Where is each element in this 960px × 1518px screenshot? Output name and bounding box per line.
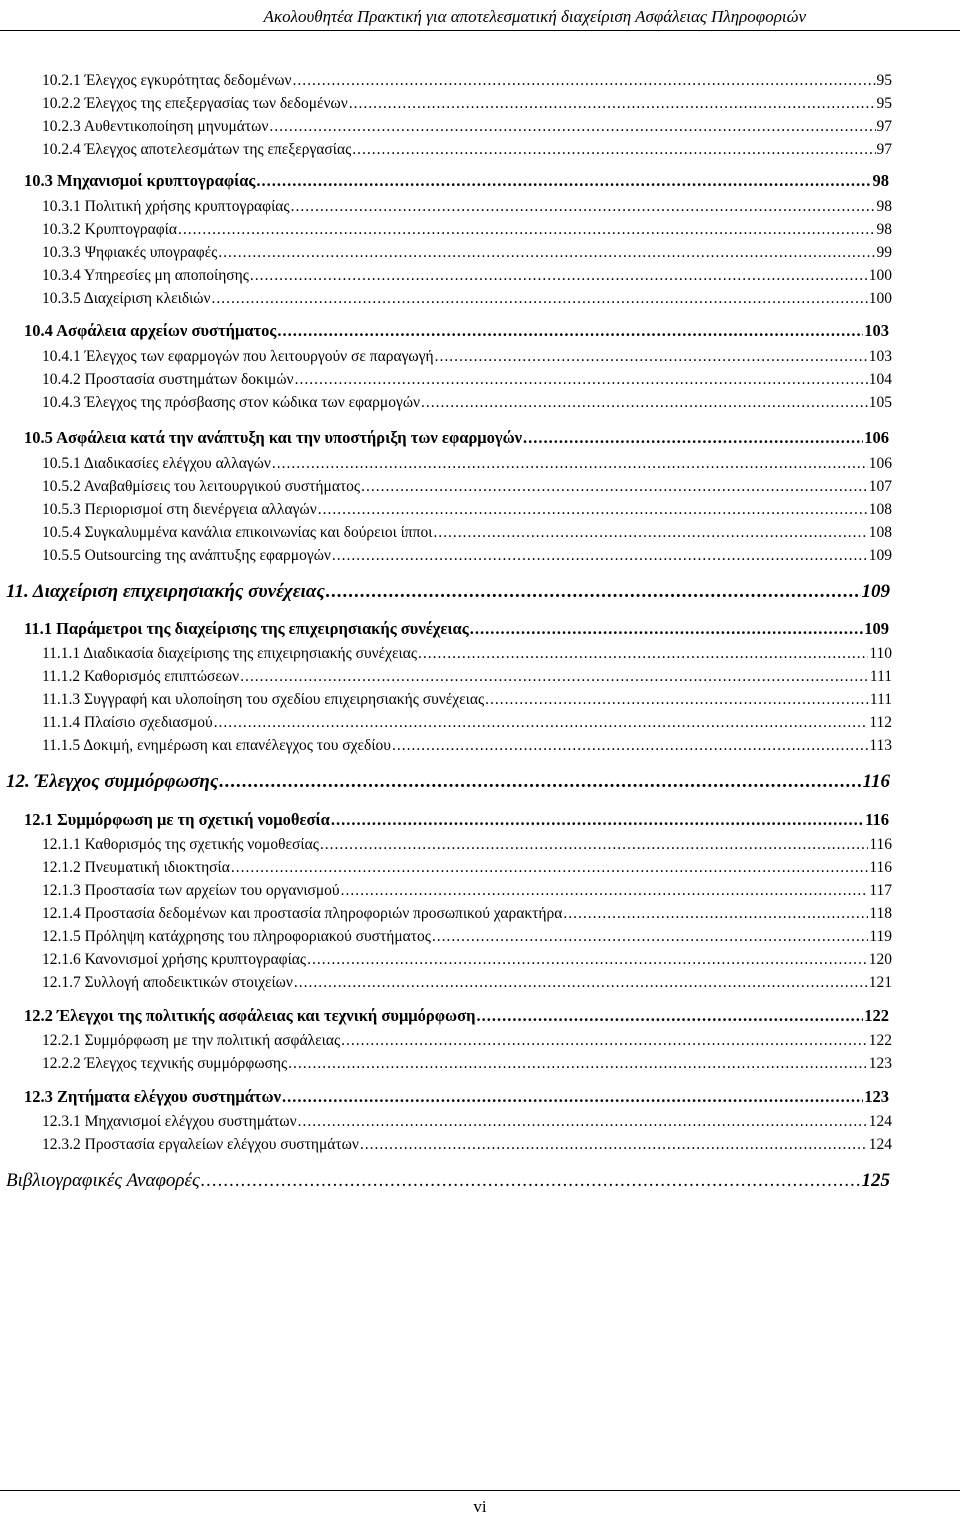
toc-entry-page: 99 xyxy=(876,244,892,261)
toc-entry-page: 103 xyxy=(864,321,889,340)
toc-entry-page: 108 xyxy=(868,524,892,541)
toc-entry[interactable] xyxy=(42,905,892,923)
toc-entry-page: 124 xyxy=(868,1113,892,1130)
toc-entry-title: 10.3.5 Διαχείριση κλειδιών xyxy=(42,290,211,307)
toc-entry-title: 12.3.1 Μηχανισμοί ελέγχου συστημάτων xyxy=(42,1113,297,1130)
toc-entry[interactable] xyxy=(24,429,889,448)
toc-entry-title: 12. Έλεγχος συμμόρφωσης xyxy=(6,771,219,792)
toc-entry-title: 10.3.4 Υπηρεσίες μη αποποίησης xyxy=(42,267,249,284)
dot-leader xyxy=(318,501,868,519)
toc-entry-title: 12.1 Συμμόρφωση με τη σχετική νομοθεσία xyxy=(24,810,330,829)
dot-leader xyxy=(272,455,868,473)
toc-entry[interactable] xyxy=(42,524,892,542)
dot-leader xyxy=(282,1088,863,1107)
toc-entry[interactable] xyxy=(42,501,892,519)
dot-leader xyxy=(476,1007,863,1026)
toc-entry-title: 12.2.1 Συμμόρφωση με την πολιτική ασφάλειας xyxy=(42,1032,341,1049)
toc-entry-page: 109 xyxy=(864,619,889,638)
toc-entry-title: 11.1.5 Δοκιμή, ενημέρωση και επανέλεγχος του σχεδίου xyxy=(42,737,391,754)
toc-entry[interactable] xyxy=(42,141,892,159)
dot-leader xyxy=(292,72,875,90)
toc-entry[interactable] xyxy=(42,714,892,732)
toc-entry[interactable] xyxy=(6,771,890,793)
toc-entry-page: 112 xyxy=(869,714,892,731)
toc-entry-page: 119 xyxy=(869,928,892,945)
toc-entry-title: 12.1.6 Κανονισμοί χρήσης κρυπτογραφίας xyxy=(42,951,307,968)
toc-entry[interactable] xyxy=(6,581,890,603)
dot-leader xyxy=(256,172,871,191)
toc-entry[interactable] xyxy=(42,1032,892,1050)
dot-leader xyxy=(320,836,868,854)
toc-entry-page: 105 xyxy=(868,394,892,411)
toc-entry-title: 11.1 Παράμετροι της διαχείρισης της επιχειρησιακής συνέχειας xyxy=(24,619,469,638)
toc-entry[interactable] xyxy=(42,221,892,239)
toc-entry[interactable] xyxy=(42,737,892,755)
dot-leader xyxy=(277,322,863,341)
toc-entry-title: 12.2.2 Έλεγχος τεχνικής συμμόρφωσης xyxy=(42,1055,288,1072)
toc-entry-page: 123 xyxy=(864,1087,889,1106)
dot-leader xyxy=(331,811,864,830)
dot-leader xyxy=(332,547,868,565)
toc-entry[interactable] xyxy=(24,620,889,639)
toc-entry-title: 10.3.1 Πολιτική χρήσης κρυπτογραφίας xyxy=(42,198,290,215)
toc-entry-page: 98 xyxy=(872,171,889,190)
toc-entry-title: 12.3.2 Προστασία εργαλείων ελέγχου συστημάτων xyxy=(42,1136,359,1153)
toc-entry-title: 12.1.4 Προστασία δεδομένων και προστασία πληροφοριών προσωπικού χαρακτήρα xyxy=(42,905,563,922)
toc-entry[interactable] xyxy=(42,645,892,663)
toc-entry-title: 10.5.4 Συγκαλυμμένα κανάλια επικοινωνίας και δούρειοι ίπποι xyxy=(42,524,433,541)
toc-entry-page: 116 xyxy=(869,859,892,876)
toc-entry-page: 104 xyxy=(868,371,892,388)
dot-leader xyxy=(288,1055,868,1073)
toc-entry[interactable] xyxy=(42,198,892,216)
toc-entry-title: 10.4.3 Έλεγχος της πρόσβασης στον κώδικα των εφαρμογών xyxy=(42,394,421,411)
dot-leader xyxy=(361,478,868,496)
toc-entry-page: 100 xyxy=(868,290,892,307)
header-title: Ακολουθητέα Πρακτική για αποτελεσματική διαχείριση Ασφάλειας Πληροφοριών xyxy=(263,7,806,26)
dot-leader xyxy=(470,620,864,639)
dot-leader xyxy=(352,141,875,159)
toc-entry-title: 12.1.2 Πνευματική ιδιοκτησία xyxy=(42,859,230,876)
toc-entry-title: 12.1.5 Πρόληψη κατάχρησης του πληροφοριακού συστήματος xyxy=(42,928,431,945)
dot-leader xyxy=(240,668,869,686)
toc-entry-title: 11.1.3 Συγγραφή και υλοποίηση του σχεδίου επιχειρησιακής συνέχειας xyxy=(42,691,485,708)
dot-leader xyxy=(294,974,868,992)
toc-entry-title: 10.4.1 Έλεγχος των εφαρμογών που λειτουργούν σε παραγωγή xyxy=(42,348,434,365)
toc-entry-title: Βιβλιογραφικές Αναφορές xyxy=(6,1170,200,1191)
toc-entry[interactable] xyxy=(24,322,889,341)
toc-entry[interactable] xyxy=(42,244,892,262)
toc-entry[interactable] xyxy=(42,348,892,366)
toc-entry-title: 12.2 Έλεγχοι της πολιτικής ασφάλειας και τεχνική συμμόρφωση xyxy=(24,1006,476,1025)
toc-entry[interactable] xyxy=(42,394,892,412)
toc-entry-page: 109 xyxy=(868,547,892,564)
toc-entry[interactable] xyxy=(6,1170,890,1192)
dot-leader xyxy=(250,267,868,285)
dot-leader xyxy=(523,429,863,448)
toc-entry-title: 10.2.2 Έλεγχος της επεξεργασίας των δεδομένων xyxy=(42,95,348,112)
toc-entry[interactable] xyxy=(42,836,892,854)
toc-entry-page: 98 xyxy=(876,221,892,238)
dot-leader xyxy=(231,859,868,877)
toc-entry-page: 121 xyxy=(868,974,892,991)
dot-leader xyxy=(421,394,868,412)
toc-entry[interactable] xyxy=(24,172,889,191)
toc-entry-title: 10.5.5 Outsourcing της ανάπτυξης εφαρμογών xyxy=(42,547,331,564)
dot-leader xyxy=(392,737,868,755)
toc-entry-title: 10.3.3 Ψηφιακές υπογραφές xyxy=(42,244,218,261)
toc-entry-title: 11. Διαχείριση επιχειρησιακής συνέχειας xyxy=(6,581,325,602)
toc-entry[interactable] xyxy=(42,547,892,565)
toc-entry-title: 12.1.3 Προστασία των αρχείων του οργανισμού xyxy=(42,882,340,899)
dot-leader xyxy=(563,905,868,923)
toc-entry-page: 124 xyxy=(868,1136,892,1153)
toc-entry[interactable] xyxy=(24,1088,889,1107)
toc-entry-page: 113 xyxy=(869,737,892,754)
toc-entry-page: 107 xyxy=(868,478,892,495)
toc-entry-title: 10.2.3 Αυθεντικοποίηση μηνυμάτων xyxy=(42,118,269,135)
toc-entry-page: 103 xyxy=(868,348,892,365)
dot-leader xyxy=(341,882,869,900)
toc-entry-page: 123 xyxy=(868,1055,892,1072)
toc-entry[interactable] xyxy=(42,118,892,136)
dot-leader xyxy=(485,691,869,709)
toc-entry-title: 10.4.2 Προστασία συστημάτων δοκιμών xyxy=(42,371,294,388)
dot-leader xyxy=(435,348,868,366)
toc-entry[interactable] xyxy=(42,1055,892,1073)
dot-leader xyxy=(341,1032,868,1050)
toc-entry-page: 108 xyxy=(868,501,892,518)
dot-leader xyxy=(298,1113,868,1131)
toc-entry-title: 12.1.7 Συλλογή αποδεικτικών στοιχείων xyxy=(42,974,293,991)
toc-entry-page: 122 xyxy=(868,1032,892,1049)
dot-leader xyxy=(219,771,861,793)
dot-leader xyxy=(349,95,876,113)
toc-entry-page: 106 xyxy=(868,455,892,472)
dot-leader xyxy=(432,928,868,946)
toc-entry-page: 118 xyxy=(869,905,892,922)
dot-leader xyxy=(201,1170,861,1192)
toc-entry-page: 122 xyxy=(864,1006,889,1025)
toc-entry[interactable] xyxy=(42,859,892,877)
toc-entry[interactable] xyxy=(42,267,892,285)
toc-entry-title: 10.4 Ασφάλεια αρχείων συστήματος xyxy=(24,321,277,340)
toc-entry-page: 111 xyxy=(869,668,892,685)
toc-entry-title: 10.5.2 Αναβαθμίσεις του λειτουργικού συστήματος xyxy=(42,478,361,495)
dot-leader xyxy=(307,951,868,969)
toc-entry-page: 100 xyxy=(868,267,892,284)
toc-entry[interactable] xyxy=(42,1113,892,1131)
dot-leader xyxy=(291,198,876,216)
toc-entry-page: 97 xyxy=(876,118,892,135)
dot-leader xyxy=(178,221,876,239)
toc-entry-page: 97 xyxy=(876,141,892,158)
toc-entry[interactable] xyxy=(42,882,892,900)
toc-entry-title: 10.5 Ασφάλεια κατά την ανάπτυξη και την υποστήριξη των εφαρμογών xyxy=(24,428,523,447)
toc-entry-title: 11.1.2 Καθορισμός επιπτώσεων xyxy=(42,668,240,685)
dot-leader xyxy=(269,118,875,136)
toc-entry-page: 110 xyxy=(869,645,892,662)
page-number: vi xyxy=(473,1497,487,1516)
toc-entry[interactable] xyxy=(42,951,892,969)
toc-entry[interactable] xyxy=(42,668,892,686)
toc-entry[interactable] xyxy=(42,371,892,389)
toc-entry-title: 10.5.3 Περιορισμοί στη διενέργεια αλλαγών xyxy=(42,501,317,518)
toc-entry-title: 11.1.4 Πλαίσιο σχεδιασμού xyxy=(42,714,213,731)
toc-entry-page: 98 xyxy=(876,198,892,215)
toc-entry-page: 106 xyxy=(864,428,889,447)
toc-entry[interactable] xyxy=(42,691,892,709)
dot-leader xyxy=(418,645,868,663)
toc-entry-title: 10.2.4 Έλεγχος αποτελεσμάτων της επεξεργασίας xyxy=(42,141,352,158)
toc-entry[interactable] xyxy=(24,1007,889,1026)
toc-entry-page: 116 xyxy=(865,810,889,829)
toc-entry-page: 116 xyxy=(862,771,890,792)
dot-leader xyxy=(218,244,875,262)
toc-entry[interactable] xyxy=(24,811,889,830)
toc-entry[interactable] xyxy=(42,928,892,946)
page-footer xyxy=(0,1490,960,1517)
toc-entry-title: 10.2.1 Έλεγχος εγκυρότητας δεδομένων xyxy=(42,72,292,89)
toc-entry-title: 12.3 Ζητήματα ελέγχου συστημάτων xyxy=(24,1087,281,1106)
dot-leader xyxy=(326,581,861,603)
toc-entry-page: 95 xyxy=(876,95,892,112)
toc-entry-title: 10.5.1 Διαδικασίες ελέγχου αλλαγών xyxy=(42,455,271,472)
toc-entry[interactable] xyxy=(42,290,892,308)
dot-leader xyxy=(360,1136,868,1154)
toc-entry-page: 125 xyxy=(861,1170,890,1191)
toc-entry[interactable] xyxy=(42,478,892,496)
toc-entry[interactable] xyxy=(42,974,892,992)
toc-entry-page: 117 xyxy=(869,882,892,899)
toc-entry-page: 109 xyxy=(861,581,890,602)
toc-entry-title: 12.1.1 Καθορισμός της σχετικής νομοθεσίας xyxy=(42,836,319,853)
toc-entry-page: 111 xyxy=(869,691,892,708)
dot-leader xyxy=(214,714,869,732)
dot-leader xyxy=(433,524,867,542)
dot-leader xyxy=(295,371,868,389)
toc-entry-title: 11.1.1 Διαδικασία διαχείρισης της επιχειρησιακής συνέχειας xyxy=(42,645,417,662)
toc-entry[interactable] xyxy=(42,455,892,473)
toc-entry-page: 95 xyxy=(876,72,892,89)
toc-entry[interactable] xyxy=(42,95,892,113)
toc-entry-page: 120 xyxy=(868,951,892,968)
toc-entry-title: 10.3.2 Κρυπτογραφία xyxy=(42,221,177,238)
toc-entry[interactable] xyxy=(42,72,892,90)
dot-leader xyxy=(212,290,868,308)
toc-entry-page: 116 xyxy=(869,836,892,853)
toc-entry[interactable] xyxy=(42,1136,892,1154)
toc-entry-title: 10.3 Μηχανισμοί κρυπτογραφίας xyxy=(24,171,256,190)
